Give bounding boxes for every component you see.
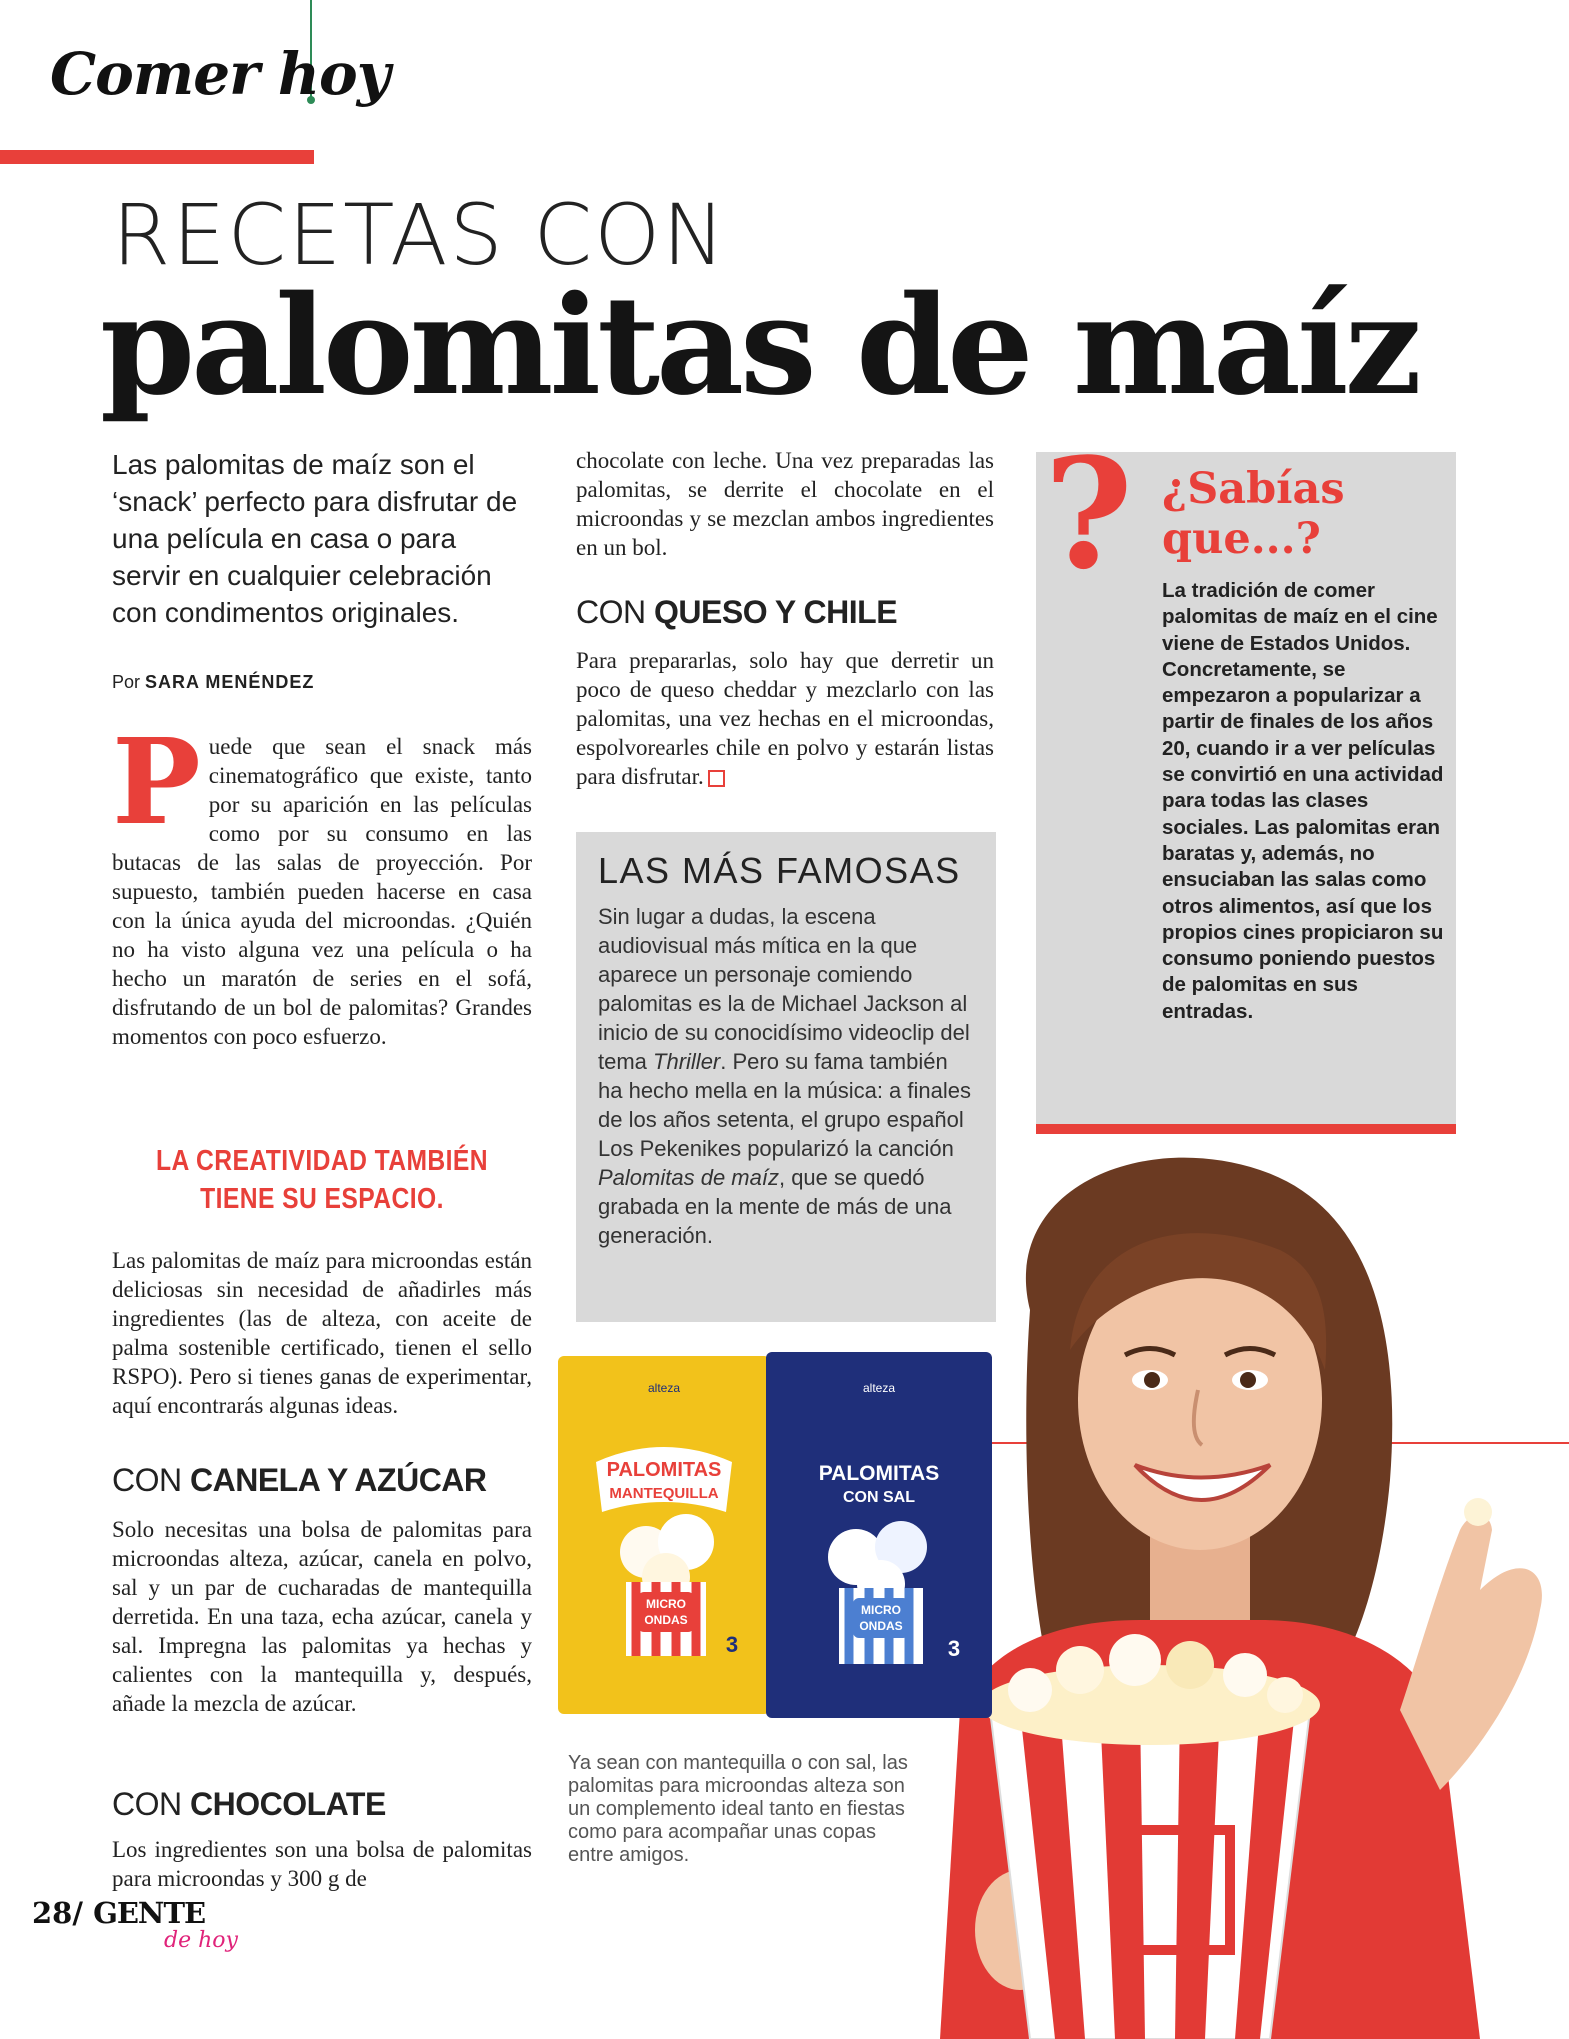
byline-author: SARA MENÉNDEZ xyxy=(145,672,315,692)
sabias-title-line-1: ¿Sabías xyxy=(1162,464,1345,514)
canela-text: Solo necesitas una bolsa de palomitas para microondas alteza, azúcar, canela en polvo, sal y un par de cucharadas de mantequilla derretida. En una taza, echa azúcar, canela y sal. Impregna las palomitas ya hechas y calientes con la mantequilla y, después, añade la mezcla de azúcar. xyxy=(112,1517,532,1716)
bag2-brand: alteza xyxy=(862,1381,896,1395)
famous-text-part-3: , que se quedó grabada en la mente de más de una generación. xyxy=(598,1165,952,1248)
bag1-badge-line2: ONDAS xyxy=(644,1613,688,1627)
chocolate-title: CHOCOLATE xyxy=(190,1786,386,1822)
queso-prefix: CON xyxy=(576,594,646,630)
title-line-1: RECETAS CON xyxy=(112,186,728,284)
queso-heading xyxy=(576,594,897,631)
photo-caption: Ya sean con mantequilla o con sal, las palomitas para microondas alteza son un complemento ideal tanto en fiestas como para acompañar unas copas entre amigos. xyxy=(568,1752,908,1866)
famous-box-title: LAS MÁS FAMOSAS xyxy=(598,850,961,891)
creativity-text: Las palomitas de maíz para microondas están deliciosas sin necesidad de añadirles más ingredientes (las de alteza, con aceite de palma sostenible certificado, tienen el sello RSPO). Pero si tienes ganas de experimentar, aquí encontrarás algunas ideas. xyxy=(112,1248,532,1418)
famous-text-italic-1: Thriller xyxy=(653,1049,721,1074)
bag2-badge-line2: ONDAS xyxy=(859,1619,903,1633)
drop-cap: P xyxy=(112,712,201,851)
canela-heading xyxy=(112,1462,487,1499)
bag2-line2: CON SAL xyxy=(843,1489,915,1506)
bag2-badge-line1: MICRO xyxy=(861,1603,901,1617)
end-mark-icon xyxy=(708,770,725,787)
canela-title: CANELA Y AZÚCAR xyxy=(190,1462,487,1498)
footer-brand: GENTE xyxy=(93,1896,206,1930)
bag1-line1: PALOMITAS xyxy=(606,1459,722,1481)
sabias-text: La tradición de comer palomitas de maíz en el cine viene de Estados Unidos. Concretamente, se empezaron a popularizar a partir de finales de los años 20, cuando ir a ver películas se convirtió en una actividad para todas las clases sociales. Las palomitas eran baratas y, además, no ensuciaban las salas como otros alimentos, así que los propios cines propiciaron su consumo poniendo puestos de palomitas en sus entradas. xyxy=(1162,579,1444,1023)
bag1-brand: alteza xyxy=(647,1381,681,1395)
chocolate-heading xyxy=(112,1786,386,1823)
famous-text-italic-2: Palomitas de maíz xyxy=(598,1165,779,1190)
question-mark-icon: ? xyxy=(1044,424,1134,603)
creativity-heading: LA CREATIVIDAD TAMBIÉN TIENE SU ESPACIO. xyxy=(155,1145,489,1215)
sabias-title xyxy=(1162,464,1345,564)
opening-text: uede que sean el snack más cinematográfico que existe, tanto por su aparición en las películas como por su consumo en las butacas de las salas de proyección. Por supuesto, también pueden hacerse en casa con la única ayuda del microondas. ¿Quién no ha visto alguna vez una película o ha hecho un maratón de series en el sofá, disfrutando de un bol de palomitas? Grandes momentos con poco esfuerzo. xyxy=(112,734,532,1049)
byline-prefix: Por xyxy=(112,672,141,692)
queso-paragraph xyxy=(576,646,994,791)
chocolate-text: Los ingredientes son una bolsa de palomitas para microondas y 300 g de xyxy=(112,1837,532,1891)
footer xyxy=(32,1896,238,1953)
bag2-line1: PALOMITAS xyxy=(818,1462,940,1485)
title-line-2: palomitas de maíz xyxy=(100,266,1418,426)
queso-title: QUESO Y CHILE xyxy=(654,594,898,630)
canela-prefix: CON xyxy=(112,1462,182,1498)
chocolate-continued: chocolate con leche. Una vez preparadas las palomitas, se derrite el chocolate en el microondas y se mezclan ambos ingredientes en un bol. xyxy=(576,448,994,560)
queso-text: Para prepararlas, solo hay que derretir un poco de queso cheddar y mezclarlo con las palomitas, una vez hechas en el microondas, espolvorearles chile en polvo y estarán listas para disfrutar. xyxy=(576,648,994,789)
bag1-badge-line1: MICRO xyxy=(646,1597,686,1611)
chocolate-prefix: CON xyxy=(112,1786,182,1822)
bag2-count: 3 xyxy=(947,1636,961,1661)
header-red-bar xyxy=(0,150,314,164)
byline xyxy=(112,672,314,693)
opening-paragraph xyxy=(112,712,532,1051)
bag1-count: 3 xyxy=(725,1632,739,1657)
bag1-line2: MANTEQUILLA xyxy=(609,1485,719,1502)
section-label: Comer hoy xyxy=(50,40,390,108)
intro-text: Las palomitas de maíz son el ‘snack’ perfecto para disfrutar de una película en casa o para servir en cualquier celebración con condimentos originales. xyxy=(112,449,518,628)
famous-text-part-2: . Pero su fama también ha hecho mella en la música: a finales de los años setenta, el grupo español Los Pekenikes popularizó la canción xyxy=(598,1049,971,1161)
famous-text-part-1: Sin lugar a dudas, la escena audiovisual más mítica en la que aparece un personaje comiendo palomitas es la de Michael Jackson al inicio de su conocidísimo videoclip del tema xyxy=(598,904,970,1074)
sabias-box-red-rule xyxy=(1036,1124,1456,1134)
sabias-title-line-2: que...? xyxy=(1162,514,1321,564)
product-bags-photo xyxy=(556,1352,996,1722)
footer-brand-sub: de hoy xyxy=(164,1928,238,1953)
page-number: 28/ xyxy=(32,1896,83,1930)
